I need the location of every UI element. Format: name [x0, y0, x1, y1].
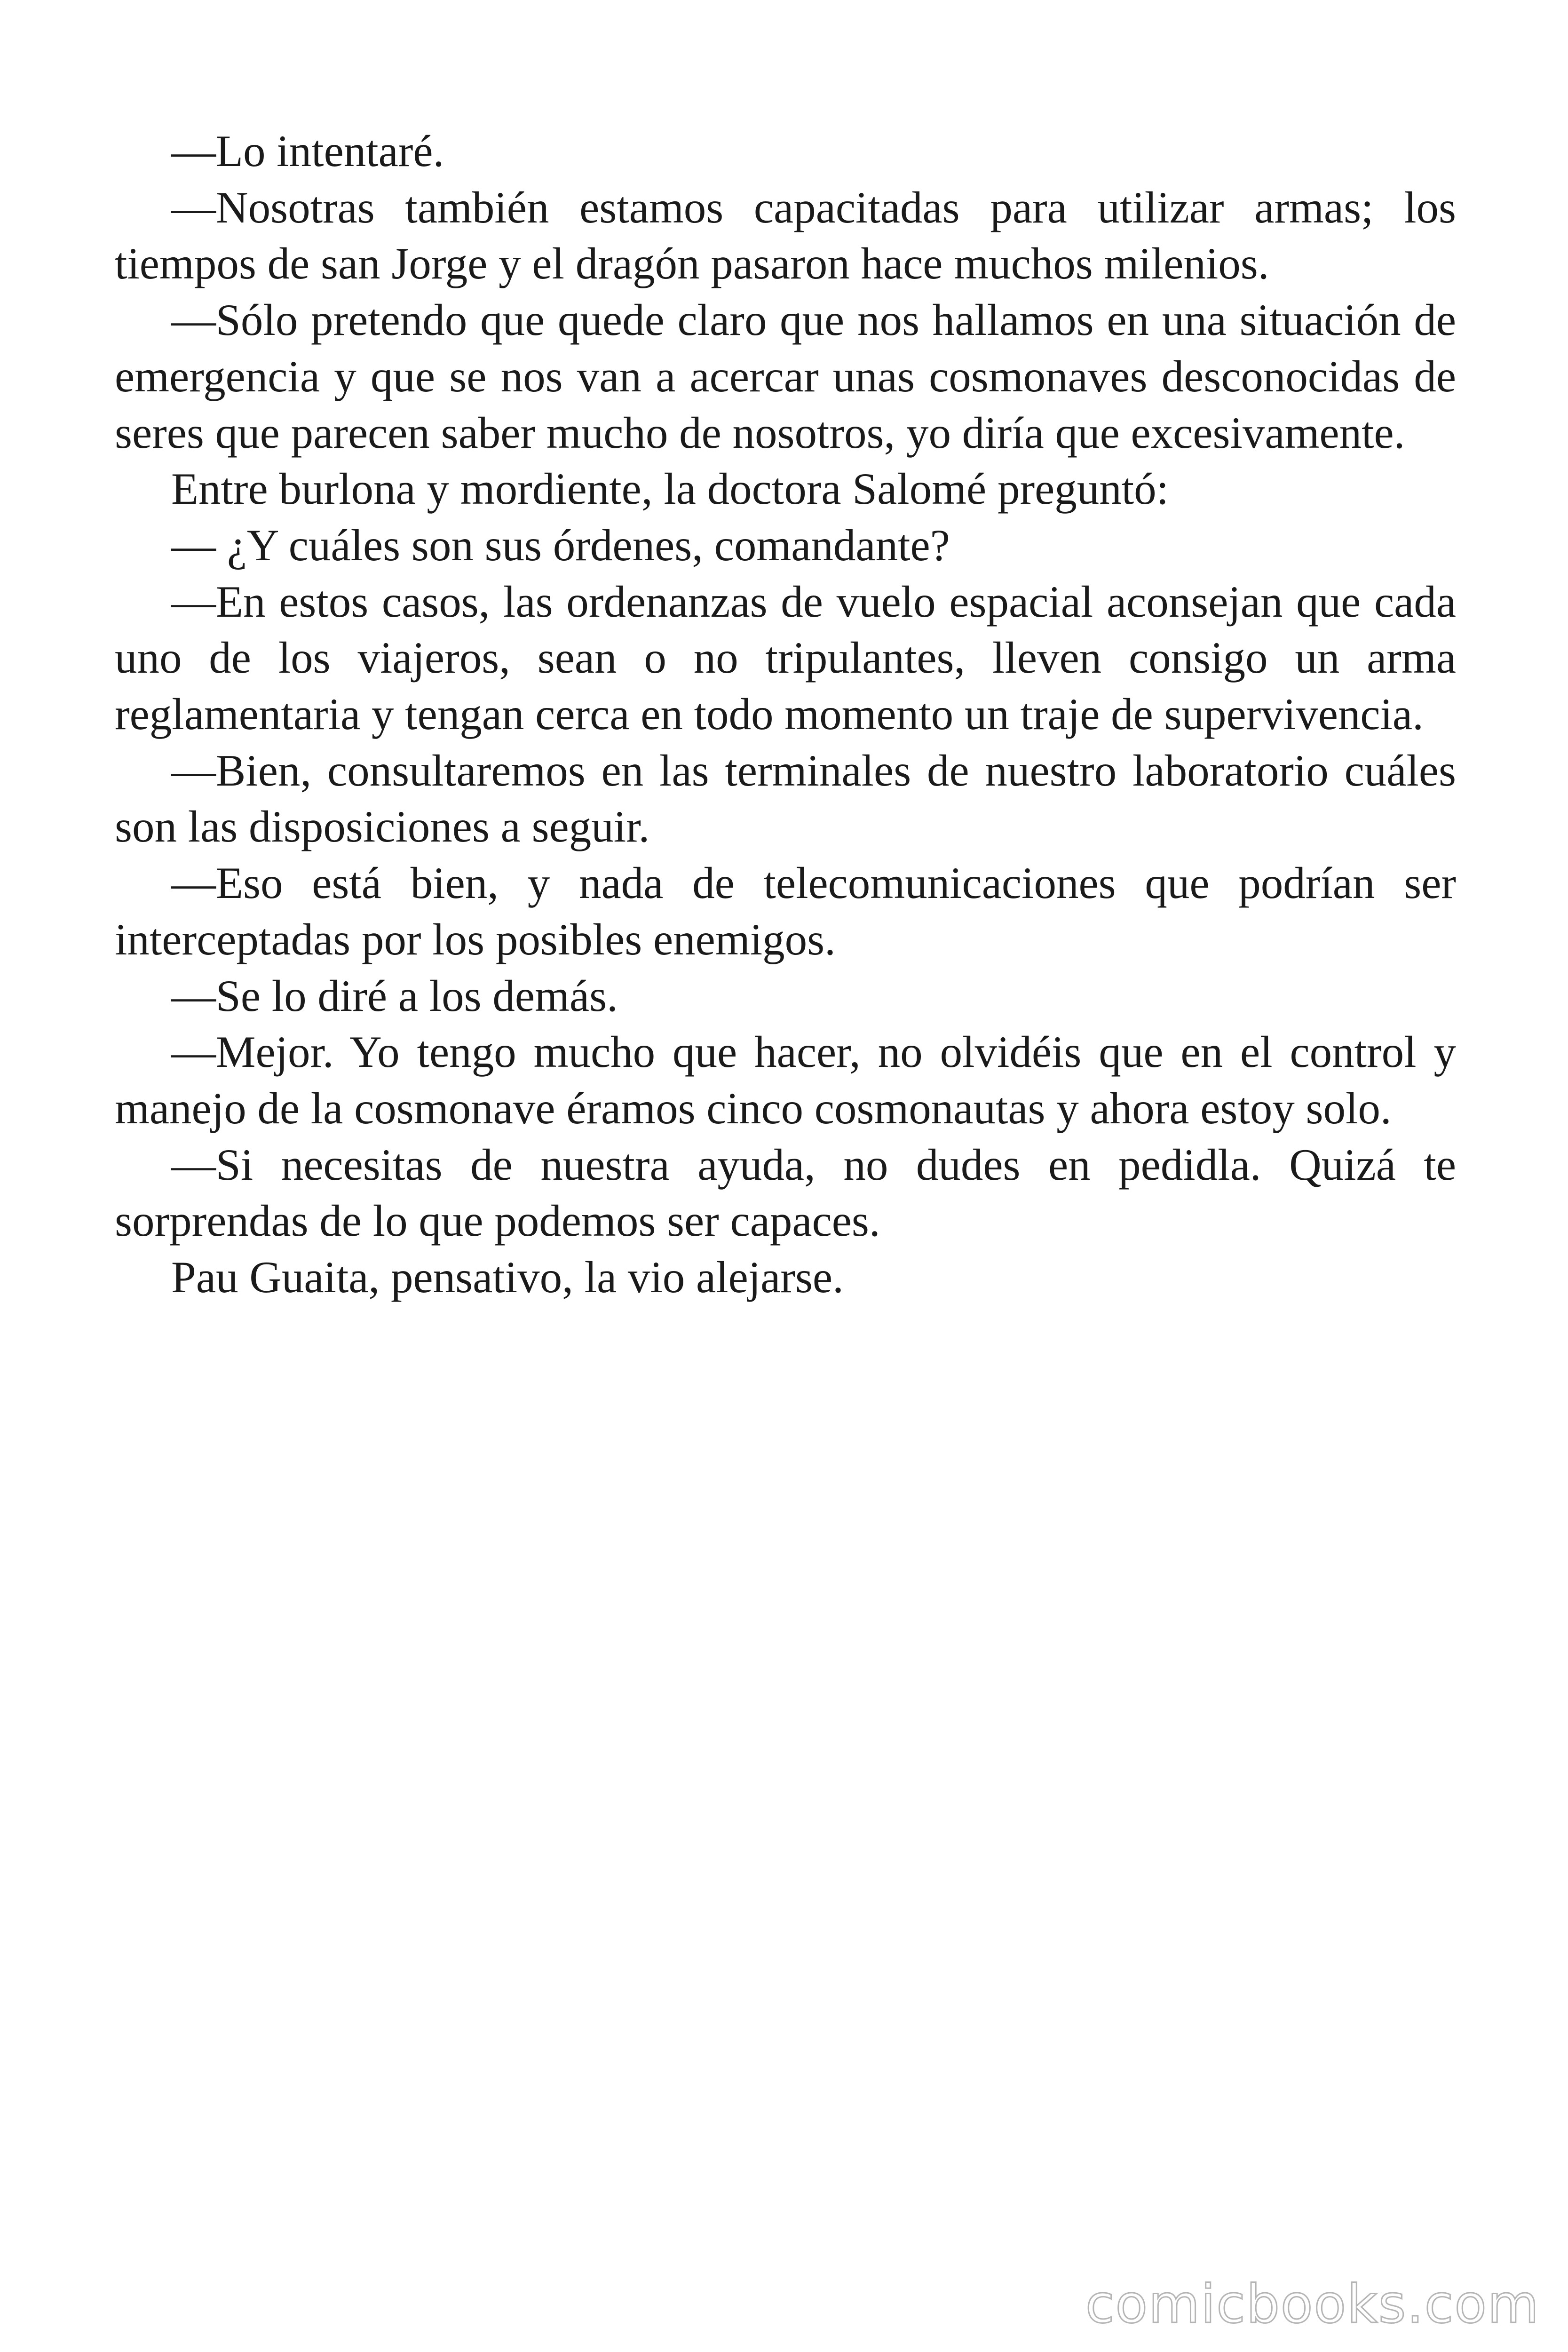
- paragraph-3: —Sólo pretendo que quede claro que nos hallamos en una situación de emergencia y que se nos van a acercar unas cosmonaves desconocidas de seres que parecen saber mucho de nosotros, yo diría que excesivamente.: [115, 295, 1456, 458]
- paragraph-6: —En estos casos, las ordenanzas de vuelo espacial aconsejan que cada uno de los viajeros, sean o no tripulantes, lleven consigo un arma reglamentaria y tengan cerca en todo momento un traje de supervivencia.: [115, 576, 1456, 739]
- paragraph-7: —Bien, consultaremos en las terminales de nuestro laboratorio cuáles son las disposiciones a seguir.: [115, 745, 1456, 852]
- paragraph-12: Pau Guaita, pensativo, la vio alejarse.: [171, 1252, 844, 1303]
- paragraph-9: —Se lo diré a los demás.: [171, 970, 618, 1021]
- paragraph-4: Entre burlona y mordiente, la doctora Salomé preguntó:: [171, 464, 1169, 514]
- paragraph-1: —Lo intentaré.: [171, 126, 444, 176]
- paragraph-2: —Nosotras también estamos capacitadas para utilizar armas; los tiempos de san Jorge y el dragón pasaron hace muchos milenios.: [115, 182, 1456, 289]
- page-body-text: [115, 123, 1456, 1306]
- paragraph-8: —Eso está bien, y nada de telecomunicaciones que podrían ser interceptadas por los posibles enemigos.: [115, 858, 1456, 964]
- paragraph-11: —Si necesitas de nuestra ayuda, no dudes en pedidla. Quizá te sorprendas de lo que podemos ser capaces.: [115, 1139, 1456, 1246]
- paragraph-10: —Mejor. Yo tengo mucho que hacer, no olvidéis que en el control y manejo de la cosmonave éramos cinco cosmonautas y ahora estoy solo.: [115, 1027, 1456, 1133]
- paragraph-5: — ¿Y cuáles son sus órdenes, comandante?: [171, 520, 950, 570]
- watermark: comicbooks.com: [1085, 2274, 1540, 2335]
